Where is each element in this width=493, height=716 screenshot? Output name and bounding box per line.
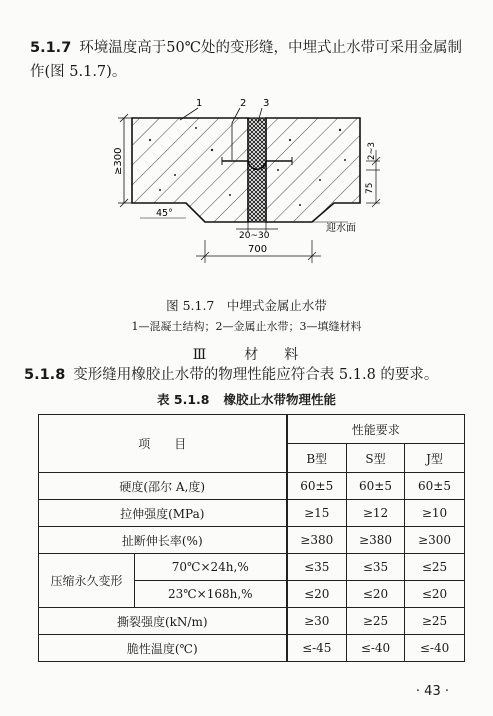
cell-b: ≤35 — [287, 554, 347, 581]
cell-b: ≥380 — [287, 527, 347, 554]
cell-j: ≥300 — [405, 527, 465, 554]
clause-number: 5.1.8 — [24, 367, 66, 383]
cell-j: ≥10 — [405, 500, 465, 527]
section-number: Ⅲ — [192, 347, 209, 363]
clause-number: 5.1.7 — [30, 40, 72, 56]
figure-caption-number: 图 5.1.7 — [166, 298, 215, 313]
right-concrete-slab — [266, 118, 360, 222]
row-label: 脆性温度(℃) — [39, 635, 287, 662]
compression-label: 压缩永久变形 — [39, 554, 135, 608]
angle-label: 45° — [156, 208, 173, 219]
dim-right-small-label: 2~3 — [367, 142, 377, 160]
cell-s: ≥12 — [347, 500, 405, 527]
figure-5-1-7 — [0, 0, 493, 300]
clause-5-1-8 — [24, 363, 464, 387]
table-header-row — [39, 415, 465, 444]
type-j: J型 — [405, 444, 465, 473]
clause-text: 变形缝用橡胶止水带的物理性能应符合表 5.1.8 的要求。 — [73, 367, 439, 383]
table-row — [39, 473, 465, 500]
type-s: S型 — [347, 444, 405, 473]
condition-label: 70℃×24h,% — [135, 554, 287, 581]
figure-caption-title: 中埋式金属止水带 — [226, 298, 327, 313]
callout-1: 1 — [196, 98, 203, 109]
type-b: B型 — [287, 444, 347, 473]
section-title-part2: 料 — [284, 347, 301, 363]
table-title-text: 橡胶止水带物理性能 — [223, 392, 336, 407]
cell-s: ≤-40 — [347, 635, 405, 662]
figure-legend: 1—混凝土结构；2—金属止水带；3—填缝材料 — [131, 320, 362, 333]
cell-b: ≥15 — [287, 500, 347, 527]
row-label: 撕裂强度(kN/m) — [39, 608, 287, 635]
cell-s: 60±5 — [347, 473, 405, 500]
cell-j: 60±5 — [405, 473, 465, 500]
table-row — [39, 527, 465, 554]
left-concrete-slab — [132, 118, 248, 222]
water-face-label: 迎水面 — [326, 223, 356, 234]
cell-s: ≤20 — [347, 581, 405, 608]
section-heading — [0, 344, 493, 364]
dim-right-75-label: 75 — [365, 182, 375, 194]
dim-gap-label: 20~30 — [239, 231, 270, 241]
figure-caption — [0, 296, 493, 314]
callout-2: 2 — [240, 98, 247, 109]
group-header: 性能要求 — [287, 415, 465, 444]
row-label: 硬度(邵尔 A,度) — [39, 473, 287, 500]
table-row — [39, 500, 465, 527]
cell-s: ≥380 — [347, 527, 405, 554]
rubber-waterstop-properties-table — [38, 414, 465, 662]
table-row — [39, 608, 465, 635]
table-row — [39, 554, 465, 581]
page-number: · 43 · — [415, 684, 449, 699]
cell-b: ≤20 — [287, 581, 347, 608]
condition-label: 23℃×168h,% — [135, 581, 287, 608]
row-label: 拉伸强度(MPa) — [39, 500, 287, 527]
clause-text: 环境温度高于50℃处的变形缝，中埋式止水带可采用金属制作(图 5.1.7)。 — [30, 40, 462, 80]
cell-j: ≤-40 — [405, 635, 465, 662]
cell-b: 60±5 — [287, 473, 347, 500]
cell-j: ≤25 — [405, 554, 465, 581]
row-label: 扯断伸长率(%) — [39, 527, 287, 554]
cell-b: ≤-45 — [287, 635, 347, 662]
item-header: 项 目 — [39, 415, 287, 473]
table-number: 表 5.1.8 — [157, 392, 210, 407]
dim-width-label: 700 — [248, 244, 268, 255]
cell-s: ≥25 — [347, 608, 405, 635]
table-title — [0, 390, 493, 408]
callout-3: 3 — [263, 98, 270, 109]
cell-j: ≥25 — [405, 608, 465, 635]
cell-j: ≤20 — [405, 581, 465, 608]
cell-s: ≤35 — [347, 554, 405, 581]
dim-height-label: ≥300 — [113, 147, 124, 175]
section-title-part1: 材 — [244, 347, 261, 363]
cell-b: ≥30 — [287, 608, 347, 635]
table-row — [39, 635, 465, 662]
